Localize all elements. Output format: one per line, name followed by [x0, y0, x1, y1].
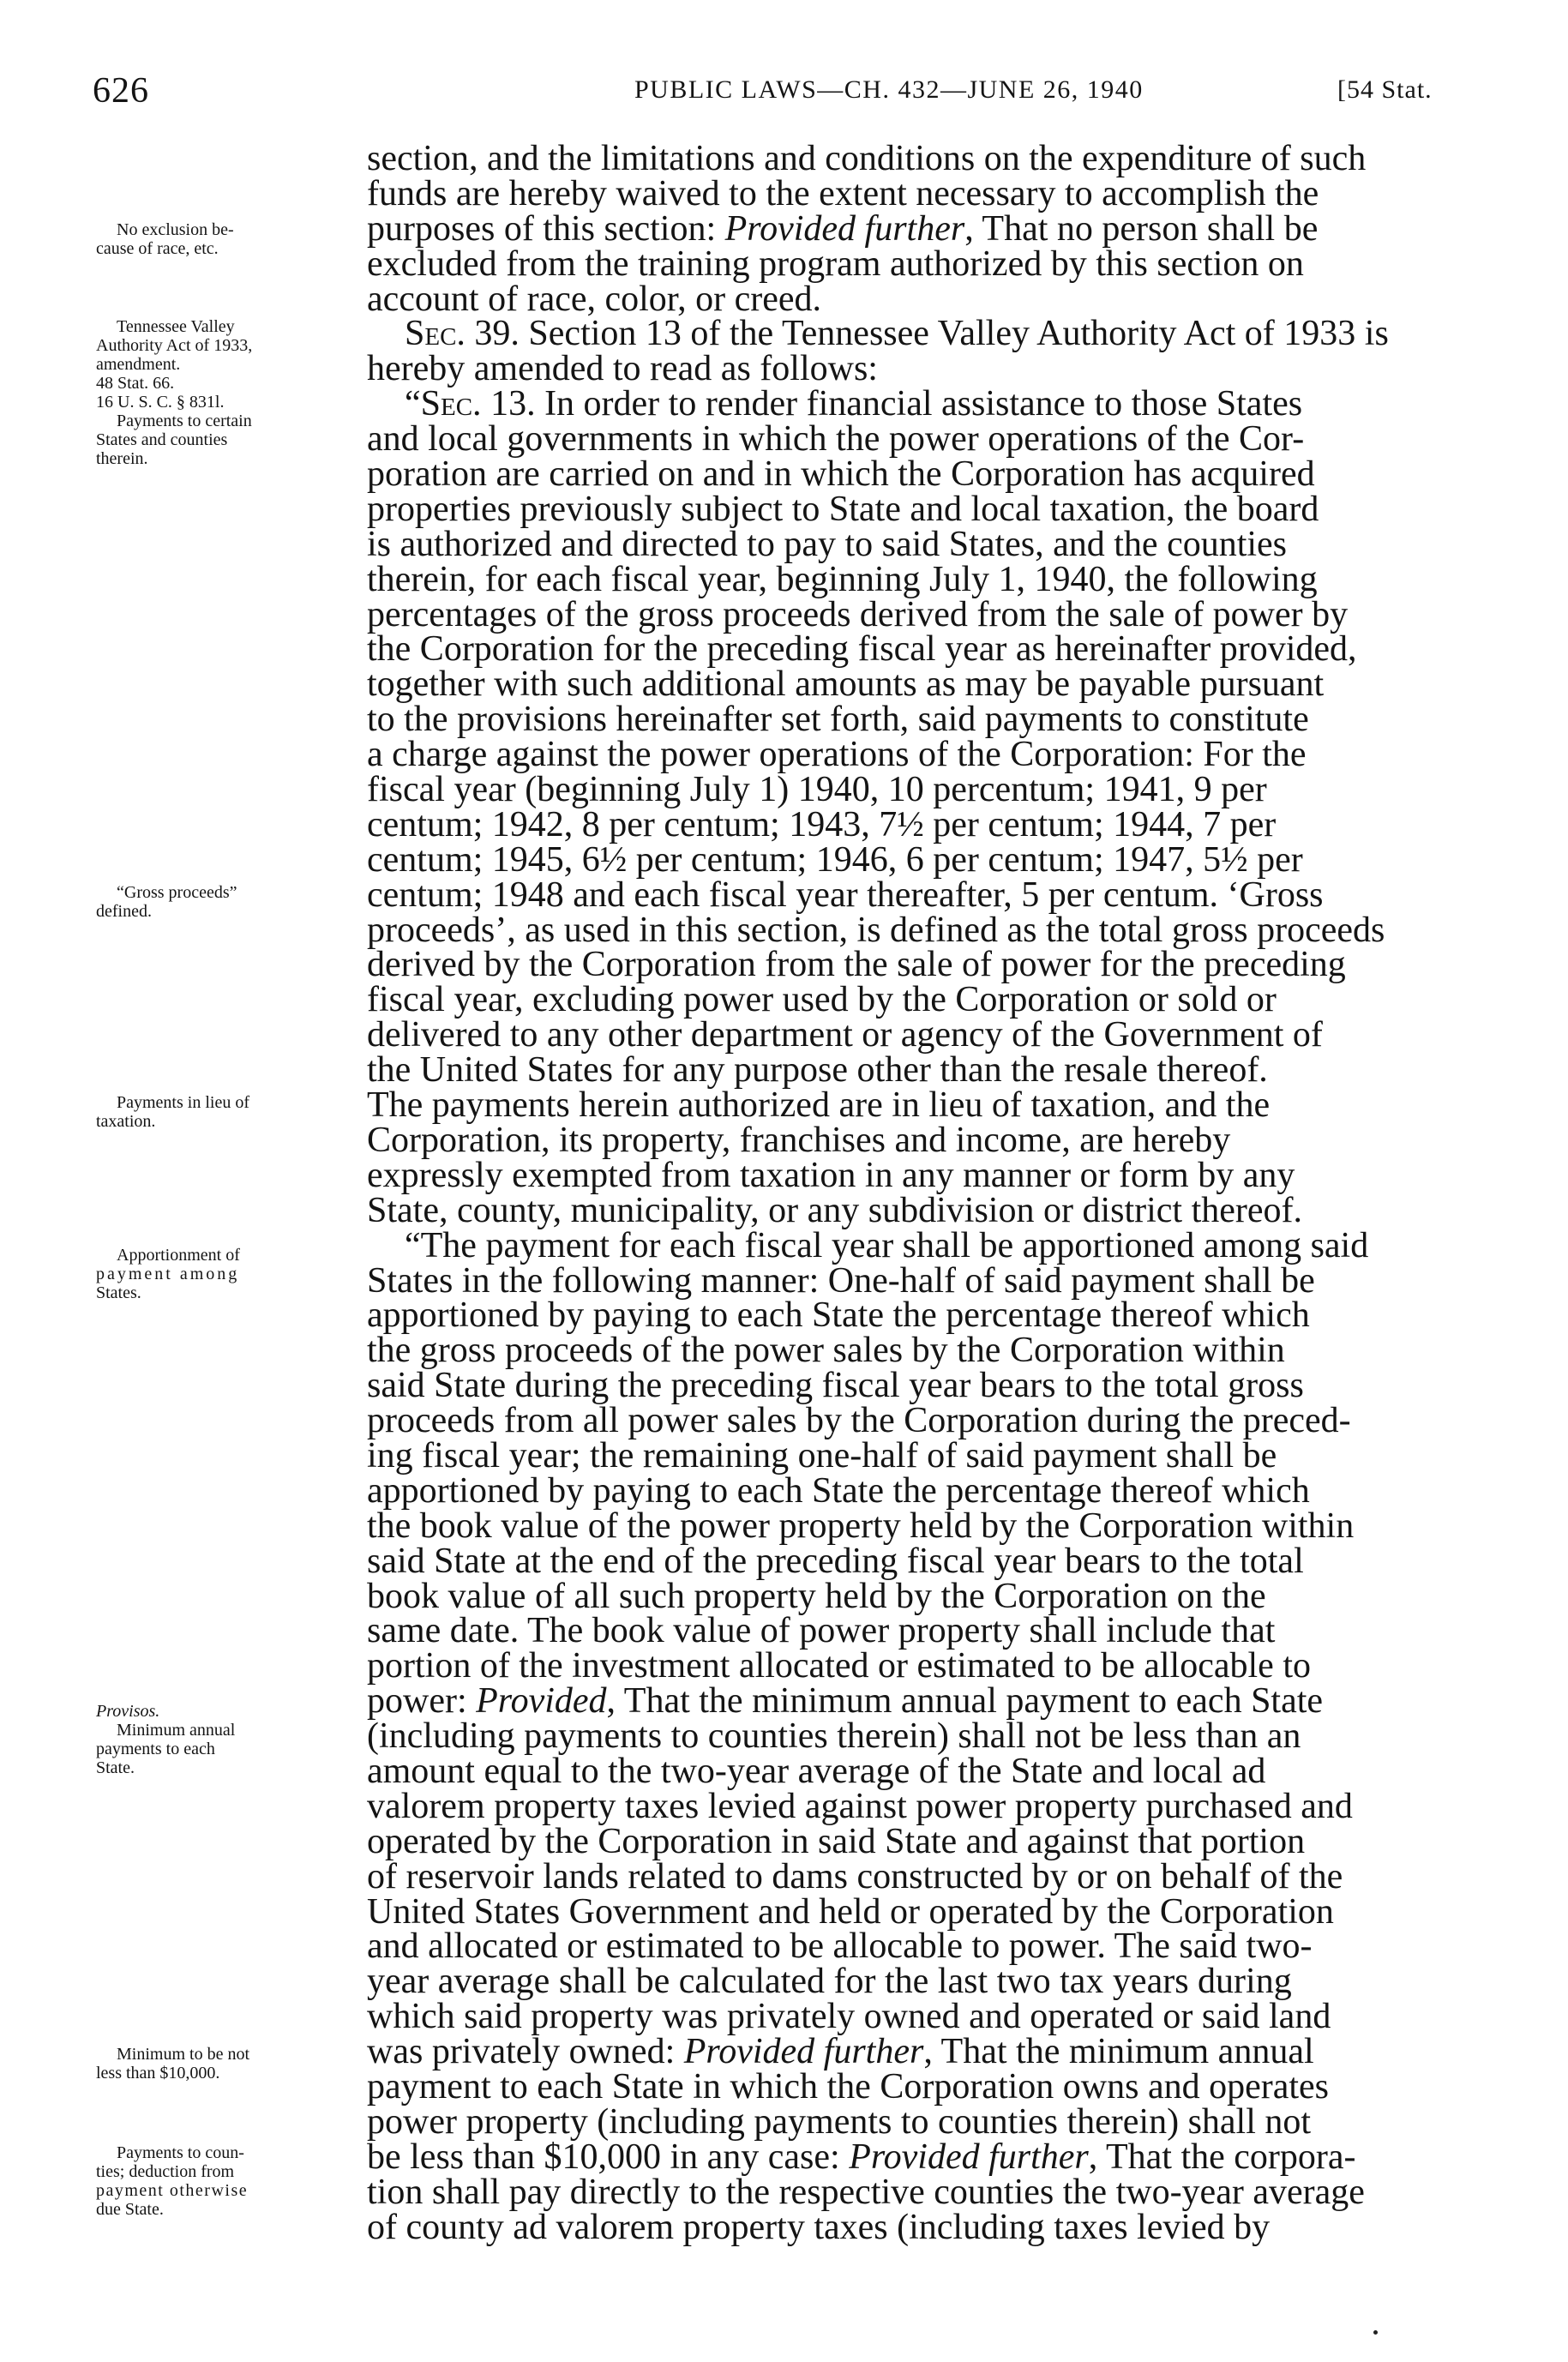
text-line: the Corporation for the preceding fiscal year as hereinafter provided, [367, 629, 1357, 670]
text-line: centum; 1945, 6½ per centum; 1946, 6 per centum; 1947, 5½ per [367, 839, 1303, 880]
text-run: was privately owned: [367, 2032, 684, 2072]
text-line: together with such additional amounts as may be payable pursuant [367, 664, 1325, 705]
margin-note-line: ties; deduction from [96, 2162, 235, 2181]
margin-note-line: Payments in lieu of [117, 1093, 249, 1112]
margin-note-line: amendment. [96, 355, 181, 374]
section-label: “Sec. [405, 384, 482, 424]
margin-note-line: Minimum to be not [117, 2045, 249, 2064]
text-line: proceeds’, as used in this section, is defined as the total gross proceeds [367, 910, 1385, 950]
text-line [367, 208, 1488, 249]
margin-note-line: No exclusion be- [117, 220, 234, 239]
proviso-italic: Provided further [724, 208, 965, 249]
text-line: United States Government and held or operated by the Corporation [367, 1891, 1334, 1932]
margin-note-line: Apportionment of [117, 1246, 240, 1265]
text-line: ing fiscal year; the remaining one-half of said payment shall be [367, 1435, 1277, 1475]
proviso-italic: Provided further [849, 2137, 1089, 2177]
text-run: , That the minimum annual payment to each State [606, 1681, 1324, 1722]
text-line: delivered to any other department or agency of the Government of [367, 1015, 1323, 1055]
text-line: amount equal to the two-year average of the State and local ad [367, 1751, 1266, 1791]
text-line: is authorized and directed to pay to said States, and the counties [367, 524, 1288, 564]
margin-note-line: Tennessee Valley [117, 317, 235, 336]
text-line: expressly exempted from taxation in any manner or form by any [367, 1155, 1295, 1195]
section-label: Sec. [405, 314, 466, 354]
text-line: “The payment for each fiscal year shall be apportioned among said [405, 1225, 1369, 1265]
text-line: therein, for each fiscal year, beginning July 1, 1940, the following [367, 559, 1318, 599]
margin-note-line: defined. [96, 902, 152, 921]
margin-note-line: State. [96, 1758, 135, 1777]
text-line: a charge against the power operations of the Corporation: For the [367, 735, 1307, 775]
margin-note-payments-to-counties [96, 2143, 349, 2219]
margin-note-line: 16 U. S. C. § 831l. [96, 393, 225, 412]
text-line: of reservoir lands related to dams constructed by or on behalf of the [367, 1856, 1343, 1896]
margin-note-line: payments to each [96, 1740, 215, 1758]
text-run: be less than $10,000 in any case: [367, 2137, 850, 2177]
margin-note-gross-proceeds [96, 883, 349, 921]
text-line: section, and the limitations and conditions on the expenditure of such [367, 139, 1367, 178]
text-line: the United States for any purpose other than the resale thereof. [367, 1050, 1268, 1091]
margin-notes [0, 0, 360, 2362]
text-line: fiscal year, excluding power used by the Corporation or sold or [367, 980, 1277, 1020]
text-line: of county ad valorem property taxes (including taxes levied by [367, 2207, 1271, 2247]
text-line: which said property was privately owned and operated or said land [367, 1997, 1331, 2037]
margin-note-line: Provisos. [96, 1702, 160, 1721]
text-line: to the provisions hereinafter set forth, said payments to constitute [367, 700, 1309, 740]
text-line: the gross proceeds of the power sales by the Corporation within [367, 1331, 1285, 1371]
text-line: Corporation, its property, franchises and income, are hereby [367, 1120, 1231, 1160]
margin-note-no-exclusion [96, 220, 349, 258]
text-line: book value of all such property held by the Corporation on the [367, 1576, 1266, 1616]
footer-mark [1373, 2330, 1378, 2335]
margin-note-line: less than $10,000. [96, 2064, 220, 2083]
statute-body-text [367, 141, 1488, 2245]
text-line: operated by the Corporation in said State and against that portion [367, 1821, 1306, 1861]
proviso-italic: Provided further [683, 2032, 924, 2072]
margin-note-payments-in-lieu [96, 1093, 349, 1131]
margin-note-line: taxation. [96, 1112, 156, 1131]
margin-note-minimum-10000 [96, 2045, 349, 2083]
text-run: 39. Section 13 of the Tennessee Valley Authority Act of 1933 is [465, 314, 1389, 354]
text-line: the book value of the power property held by the Corporation within [367, 1506, 1355, 1546]
text-line: apportioned by paying to each State the percentage thereof which [367, 1470, 1310, 1511]
text-line: derived by the Corporation from the sale of power for the preceding [367, 945, 1346, 985]
proviso-italic: Provided [476, 1681, 607, 1722]
margin-note-line: cause of race, etc. [96, 239, 219, 258]
text-line: said State during the preceding fiscal year bears to the total gross [367, 1366, 1304, 1406]
text-line: poration are carried on and in which the Corporation has acquired [367, 454, 1315, 495]
margin-note-line: States and counties [96, 430, 228, 449]
margin-note-line: Authority Act of 1933, [96, 336, 253, 355]
margin-note-line: payment among [96, 1265, 240, 1283]
margin-note-line: due State. [96, 2200, 164, 2219]
text-line: account of race, color, or creed. [367, 279, 822, 319]
running-title: PUBLIC LAWS—CH. 432—JUNE 26, 1940 [634, 75, 1144, 104]
text-line: properties previously subject to State and local taxation, the board [367, 489, 1319, 529]
margin-note-tva-amendment [96, 317, 349, 468]
text-line: same date. The book value of power property shall include that [367, 1611, 1276, 1651]
text-line: and allocated or estimated to be allocable to power. The said two- [367, 1926, 1313, 1967]
text-line: The payments herein authorized are in lieu of taxation, and the [367, 1085, 1271, 1126]
text-line: said State at the end of the preceding fiscal year bears to the total [367, 1541, 1304, 1581]
text-line: funds are hereby waived to the extent necessary to accomplish the [367, 173, 1319, 213]
text-run: , That the minimum annual [923, 2032, 1314, 2072]
margin-note-line: “Gross proceeds” [117, 883, 237, 902]
text-line: portion of the investment allocated or estimated to be allocable to [367, 1646, 1311, 1686]
text-line: tion shall pay directly to the respective counties the two-year average [367, 2172, 1365, 2212]
text-line: power property (including payments to counties therein) shall not [367, 2101, 1312, 2142]
text-run: , That no person shall be [964, 208, 1319, 249]
text-run: , That the corpora- [1088, 2137, 1356, 2177]
text-line: fiscal year (beginning July 1) 1940, 10 percentum; 1941, 9 per [367, 770, 1267, 810]
text-line: valorem property taxes levied against power property purchased and [367, 1786, 1353, 1826]
text-line [367, 2137, 1488, 2177]
margin-note-line: States. [96, 1283, 141, 1302]
margin-note-line: 48 Stat. 66. [96, 374, 175, 393]
text-run: power: [367, 1681, 477, 1722]
margin-note-provisos [96, 1702, 349, 1777]
text-line: (including payments to counties therein) shall not be less than an [367, 1716, 1301, 1757]
text-line: proceeds from all power sales by the Corporation during the preced- [367, 1401, 1351, 1441]
text-line: hereby amended to read as follows: [367, 349, 878, 389]
text-line: centum; 1948 and each fiscal year thereafter, 5 per centum. ‘Gross [367, 874, 1324, 915]
margin-note-line: Payments to certain [117, 412, 252, 430]
text-line: year average shall be calculated for the last two tax years during [367, 1962, 1292, 2002]
section-heading-line [367, 384, 1488, 424]
margin-note-line: Payments to coun- [117, 2143, 244, 2162]
margin-note-line: Minimum annual [117, 1721, 236, 1740]
text-line: percentages of the gross proceeds derived from the sale of power by [367, 594, 1349, 634]
text-run: 13. In order to render financial assistance to those States [481, 384, 1303, 424]
page-number: 626 [93, 71, 149, 111]
text-run: purposes of this section: [367, 208, 725, 249]
text-line: centum; 1942, 8 per centum; 1943, 7½ per centum; 1944, 7 per [367, 804, 1277, 844]
text-line: apportioned by paying to each State the percentage thereof which [367, 1295, 1310, 1336]
text-line: States in the following manner: One-half of said payment shall be [367, 1260, 1315, 1301]
margin-note-line: therein. [96, 449, 148, 468]
margin-note-apportionment [96, 1246, 349, 1302]
text-line: payment to each State in which the Corporation owns and operates [367, 2066, 1330, 2107]
text-line: State, county, municipality, or any subdivision or district thereof. [367, 1190, 1303, 1230]
margin-note-line: payment otherwise [96, 2181, 249, 2200]
text-line: excluded from the training program authorized by this section on [367, 243, 1304, 284]
section-heading-line [367, 316, 1488, 352]
text-line [367, 1681, 1488, 1722]
volume-citation: [54 Stat. [1337, 75, 1433, 104]
text-line: and local governments in which the power operations of the Cor- [367, 419, 1305, 460]
text-line [367, 2034, 1488, 2070]
